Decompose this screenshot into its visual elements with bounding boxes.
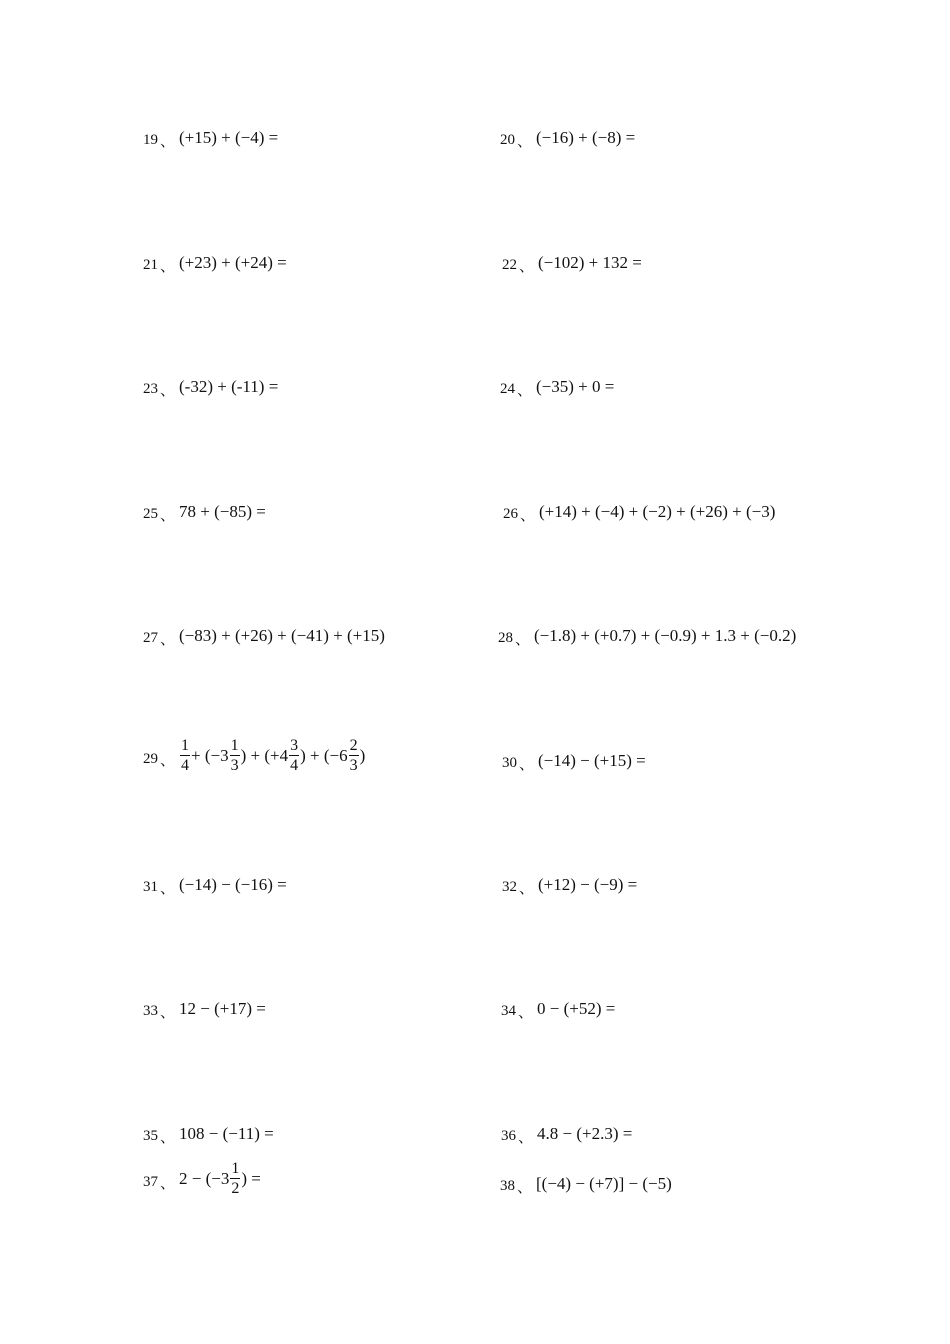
problem-expression: (−102) + 132 = xyxy=(538,252,642,272)
problem-number: 22 xyxy=(502,257,517,273)
fraction xyxy=(180,738,190,774)
separator: 、 xyxy=(160,508,176,524)
problem-expression: (-32) + (-11) = xyxy=(179,376,279,396)
problem-number: 21 xyxy=(143,257,158,273)
problem-expression xyxy=(179,738,365,774)
separator: 、 xyxy=(517,383,533,399)
separator: 、 xyxy=(160,134,176,150)
problem-expression: (−14) − (+15) = xyxy=(538,750,646,770)
problem-36 xyxy=(501,1123,632,1144)
problem-number: 38 xyxy=(500,1178,515,1194)
problem-expression: [(−4) − (+7)] − (−5) xyxy=(536,1173,672,1193)
problem-number: 25 xyxy=(143,506,158,522)
problem-number: 23 xyxy=(143,381,158,397)
expression-text: + (−3 xyxy=(191,746,229,765)
denominator: 3 xyxy=(349,757,358,774)
fraction xyxy=(230,1161,240,1197)
separator: 、 xyxy=(160,259,176,275)
problem-number: 35 xyxy=(143,1128,158,1144)
problem-expression: (+15) + (−4) = xyxy=(179,127,279,147)
problem-expression: (+14) + (−4) + (−2) + (+26) + (−3) xyxy=(539,501,776,521)
problem-24 xyxy=(500,376,614,397)
problem-30 xyxy=(502,750,646,771)
problem-19 xyxy=(143,127,278,148)
problem-number: 36 xyxy=(501,1128,516,1144)
problem-expression: (−14) − (−16) = xyxy=(179,874,287,894)
expression-text: ) + (−6 xyxy=(300,746,348,765)
problem-expression: (+23) + (+24) = xyxy=(179,252,287,272)
separator: 、 xyxy=(160,1130,176,1146)
problem-expression: 78 + (−85) = xyxy=(179,501,266,521)
separator: 、 xyxy=(517,134,533,150)
problem-number: 19 xyxy=(143,132,158,148)
expression-text: ) + (+4 xyxy=(240,746,289,765)
separator: 、 xyxy=(160,752,176,769)
problem-number: 24 xyxy=(500,381,515,397)
problem-number: 26 xyxy=(503,506,518,522)
problem-32 xyxy=(502,874,637,895)
problem-expression: (−83) + (+26) + (−41) + (+15) xyxy=(179,625,385,645)
problem-20 xyxy=(500,127,635,148)
problem-21 xyxy=(143,252,287,273)
separator: 、 xyxy=(520,508,536,524)
separator: 、 xyxy=(518,1130,534,1146)
separator: 、 xyxy=(518,1005,534,1021)
problem-expression: (−35) + 0 = xyxy=(536,376,615,396)
problem-number: 37 xyxy=(143,1173,158,1190)
denominator: 2 xyxy=(231,1180,240,1197)
numerator: 3 xyxy=(290,737,299,754)
numerator: 1 xyxy=(230,737,239,754)
problem-expression: (−16) + (−8) = xyxy=(536,127,636,147)
problem-number: 27 xyxy=(143,630,158,646)
problem-26 xyxy=(503,501,775,522)
expression-text: ) = xyxy=(241,1169,261,1188)
problem-29 xyxy=(143,738,365,774)
problem-number: 32 xyxy=(502,879,517,895)
problem-27 xyxy=(143,625,385,646)
separator: 、 xyxy=(519,757,535,773)
problem-expression: 12 − (+17) = xyxy=(179,998,266,1018)
problem-37 xyxy=(143,1161,261,1197)
problem-expression: 0 − (+52) = xyxy=(537,998,616,1018)
problem-expression: (−1.8) + (+0.7) + (−0.9) + 1.3 + (−0.2) xyxy=(534,625,797,645)
problem-28 xyxy=(498,625,796,646)
numerator: 1 xyxy=(231,1160,240,1177)
separator: 、 xyxy=(160,383,176,399)
expression-text: ) xyxy=(359,746,366,765)
separator: 、 xyxy=(517,1180,533,1196)
fraction xyxy=(349,738,359,774)
problem-expression: 4.8 − (+2.3) = xyxy=(537,1123,633,1143)
expression-text: 2 − (−3 xyxy=(179,1169,230,1188)
separator: 、 xyxy=(160,632,176,648)
denominator: 4 xyxy=(181,757,190,774)
denominator: 4 xyxy=(290,757,299,774)
problem-expression xyxy=(179,1161,261,1197)
problem-33 xyxy=(143,998,266,1019)
problem-23 xyxy=(143,376,278,397)
problem-38 xyxy=(500,1173,672,1194)
problem-35 xyxy=(143,1123,274,1144)
problem-number: 28 xyxy=(498,630,513,646)
separator: 、 xyxy=(515,632,531,648)
separator: 、 xyxy=(519,259,535,275)
fraction xyxy=(289,738,299,774)
problem-number: 20 xyxy=(500,132,515,148)
problem-number: 34 xyxy=(501,1003,516,1019)
problem-34 xyxy=(501,998,615,1019)
fraction xyxy=(230,738,240,774)
problem-number: 33 xyxy=(143,1003,158,1019)
problem-number: 31 xyxy=(143,879,158,895)
problem-number: 30 xyxy=(502,755,517,771)
separator: 、 xyxy=(519,881,535,897)
problem-31 xyxy=(143,874,287,895)
denominator: 3 xyxy=(230,757,239,774)
separator: 、 xyxy=(160,1005,176,1021)
problem-expression: 108 − (−11) = xyxy=(179,1123,274,1143)
problem-25 xyxy=(143,501,266,522)
separator: 、 xyxy=(160,1175,176,1192)
separator: 、 xyxy=(160,881,176,897)
numerator: 1 xyxy=(181,737,190,754)
problem-expression: (+12) − (−9) = xyxy=(538,874,638,894)
problem-number: 29 xyxy=(143,750,158,767)
numerator: 2 xyxy=(349,737,358,754)
problem-22 xyxy=(502,252,642,273)
